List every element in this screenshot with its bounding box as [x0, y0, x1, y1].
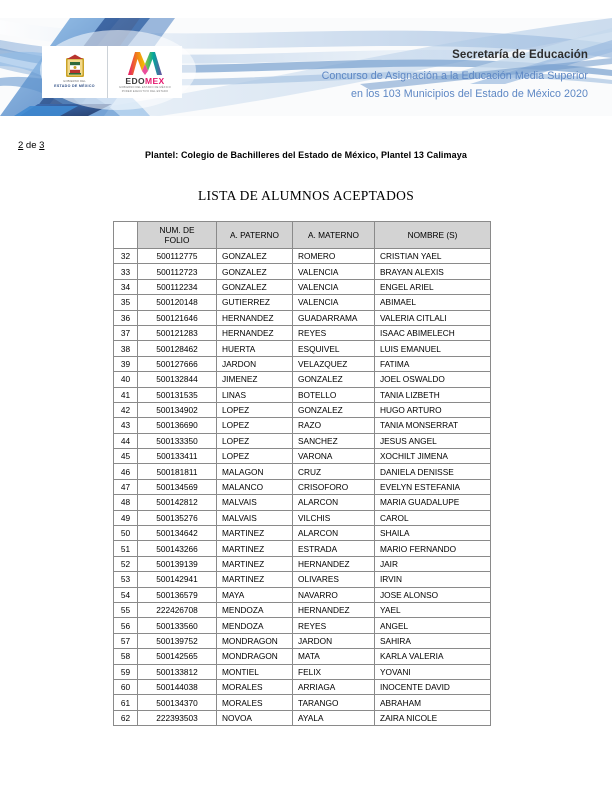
cell-paterno: MALVAIS	[217, 495, 293, 510]
cell-folio: 500112775	[138, 249, 217, 264]
gem-caption-top: GOBIERNO DEL	[63, 80, 86, 84]
table-row	[114, 310, 491, 325]
table-row	[114, 279, 491, 294]
cell-folio: 500133350	[138, 433, 217, 448]
cell-materno: CRISOFORO	[293, 479, 375, 494]
cell-index: 47	[114, 479, 138, 494]
table-row	[114, 510, 491, 525]
cell-materno: SANCHEZ	[293, 433, 375, 448]
cell-paterno: MALANCO	[217, 479, 293, 494]
cell-paterno: MARTINEZ	[217, 526, 293, 541]
cell-folio: 500112234	[138, 279, 217, 294]
table-row	[114, 479, 491, 494]
coat-of-arms-icon	[64, 54, 86, 79]
cell-paterno: LOPEZ	[217, 433, 293, 448]
cell-nombre: FATIMA	[375, 356, 491, 371]
cell-paterno: GONZALEZ	[217, 279, 293, 294]
cell-paterno: JARDON	[217, 356, 293, 371]
cell-nombre: ZAIRA NICOLE	[375, 710, 491, 725]
cell-nombre: HUGO ARTURO	[375, 402, 491, 417]
cell-paterno: HERNANDEZ	[217, 310, 293, 325]
cell-nombre: SHAILA	[375, 526, 491, 541]
cell-folio: 500134569	[138, 479, 217, 494]
cell-folio: 500143266	[138, 541, 217, 556]
cell-nombre: EVELYN ESTEFANIA	[375, 479, 491, 494]
table-body	[114, 249, 491, 726]
cell-nombre: VALERIA CITLALI	[375, 310, 491, 325]
cell-folio: 500121646	[138, 310, 217, 325]
cell-index: 37	[114, 325, 138, 340]
cell-folio: 500136690	[138, 418, 217, 433]
accepted-students-table	[113, 221, 491, 726]
table-head	[114, 222, 491, 249]
cell-paterno: LOPEZ	[217, 402, 293, 417]
cell-materno: AYALA	[293, 710, 375, 725]
cell-index: 35	[114, 295, 138, 310]
table-row	[114, 710, 491, 725]
cell-nombre: TANIA MONSERRAT	[375, 418, 491, 433]
cell-index: 57	[114, 633, 138, 648]
cell-materno: OLIVARES	[293, 572, 375, 587]
cell-nombre: MARIO FERNANDO	[375, 541, 491, 556]
cell-materno: RAZO	[293, 418, 375, 433]
cell-nombre: SAHIRA	[375, 633, 491, 648]
table-row	[114, 464, 491, 479]
column-header-folio-line1: NUM. DE	[159, 225, 195, 235]
cell-materno: ESTRADA	[293, 541, 375, 556]
students-table-wrapper	[113, 221, 491, 726]
cell-folio: 500127666	[138, 356, 217, 371]
table-row	[114, 402, 491, 417]
cell-index: 39	[114, 356, 138, 371]
table-row	[114, 264, 491, 279]
cell-nombre: DANIELA DENISSE	[375, 464, 491, 479]
table-row	[114, 325, 491, 340]
cell-materno: JARDON	[293, 633, 375, 648]
cell-folio: 500134902	[138, 402, 217, 417]
table-row	[114, 526, 491, 541]
cell-materno: ALARCON	[293, 526, 375, 541]
cell-materno: VILCHIS	[293, 510, 375, 525]
table-row	[114, 449, 491, 464]
cell-index: 36	[114, 310, 138, 325]
cell-paterno: MENDOZA	[217, 618, 293, 633]
cell-materno: VALENCIA	[293, 279, 375, 294]
cell-nombre: CAROL	[375, 510, 491, 525]
cell-folio: 500135276	[138, 510, 217, 525]
cell-paterno: GUTIERREZ	[217, 295, 293, 310]
cell-folio: 500128462	[138, 341, 217, 356]
cell-paterno: MARTINEZ	[217, 572, 293, 587]
cell-nombre: CRISTIAN YAEL	[375, 249, 491, 264]
table-row	[114, 418, 491, 433]
cell-paterno: LOPEZ	[217, 418, 293, 433]
edomex-logo	[108, 46, 182, 98]
edomex-sub-line2: PODER EJECUTIVO DEL ESTADO	[121, 89, 169, 93]
cell-materno: ALARCON	[293, 495, 375, 510]
page-number-total: 3	[39, 140, 45, 151]
cell-materno: TARANGO	[293, 695, 375, 710]
cell-index: 55	[114, 602, 138, 617]
cell-nombre: XOCHILT JIMENA	[375, 449, 491, 464]
cell-index: 32	[114, 249, 138, 264]
logo-panel	[42, 46, 182, 98]
table-row	[114, 495, 491, 510]
gem-caption	[54, 80, 95, 89]
concurso-line-1: Concurso de Asignación a la Educación Media Superior	[321, 70, 588, 82]
column-header-nombre: NOMBRE (S)	[375, 222, 491, 249]
cell-nombre: INOCENTE DAVID	[375, 679, 491, 694]
cell-paterno: GONZALEZ	[217, 264, 293, 279]
cell-paterno: MENDOZA	[217, 602, 293, 617]
secretaria-de-educacion-title: Secretaría de Educación	[452, 49, 588, 61]
cell-nombre: TANIA LIZBETH	[375, 387, 491, 402]
cell-index: 48	[114, 495, 138, 510]
cell-nombre: ANGEL	[375, 618, 491, 633]
table-row	[114, 587, 491, 602]
concurso-line-2: en los 103 Municipios del Estado de México 2020	[350, 88, 588, 100]
cell-materno: GONZALEZ	[293, 372, 375, 387]
cell-nombre: YOVANI	[375, 664, 491, 679]
cell-index: 46	[114, 464, 138, 479]
cell-folio: 500132844	[138, 372, 217, 387]
cell-materno: MATA	[293, 649, 375, 664]
cell-nombre: JOEL OSWALDO	[375, 372, 491, 387]
cell-nombre: JOSE ALONSO	[375, 587, 491, 602]
cell-folio: 500133411	[138, 449, 217, 464]
cell-paterno: GONZALEZ	[217, 249, 293, 264]
cell-folio: 500142565	[138, 649, 217, 664]
table-row	[114, 387, 491, 402]
cell-index: 42	[114, 402, 138, 417]
table-row	[114, 341, 491, 356]
cell-materno: HERNANDEZ	[293, 602, 375, 617]
cell-materno: VELAZQUEZ	[293, 356, 375, 371]
cell-materno: BOTELLO	[293, 387, 375, 402]
cell-folio: 222426708	[138, 602, 217, 617]
cell-paterno: HUERTA	[217, 341, 293, 356]
cell-paterno: LINAS	[217, 387, 293, 402]
table-row	[114, 633, 491, 648]
cell-paterno: MONDRAGON	[217, 649, 293, 664]
edomex-word-main: EDO	[125, 75, 145, 86]
table-row	[114, 664, 491, 679]
gobierno-estado-de-mexico-logo	[42, 46, 108, 98]
table-row	[114, 356, 491, 371]
cell-folio: 500139752	[138, 633, 217, 648]
cell-index: 59	[114, 664, 138, 679]
cell-paterno: HERNANDEZ	[217, 325, 293, 340]
cell-index: 43	[114, 418, 138, 433]
cell-folio: 500144038	[138, 679, 217, 694]
cell-paterno: MORALES	[217, 695, 293, 710]
cell-index: 56	[114, 618, 138, 633]
cell-nombre: ABRAHAM	[375, 695, 491, 710]
cell-index: 52	[114, 556, 138, 571]
cell-folio: 500181811	[138, 464, 217, 479]
gem-caption-main: ESTADO DE MÉXICO	[54, 84, 95, 89]
table-row	[114, 249, 491, 264]
cell-materno: VARONA	[293, 449, 375, 464]
cell-materno: NAVARRO	[293, 587, 375, 602]
cell-folio: 500142812	[138, 495, 217, 510]
cell-paterno: LOPEZ	[217, 449, 293, 464]
cell-paterno: NOVOA	[217, 710, 293, 725]
cell-paterno: MARTINEZ	[217, 541, 293, 556]
cell-nombre: JESUS ANGEL	[375, 433, 491, 448]
banner-title-block	[322, 48, 588, 103]
cell-folio: 500136579	[138, 587, 217, 602]
cell-index: 54	[114, 587, 138, 602]
cell-index: 50	[114, 526, 138, 541]
table-row	[114, 541, 491, 556]
column-header-index	[114, 222, 138, 249]
cell-index: 51	[114, 541, 138, 556]
edomex-sub-line1: GOBIERNO DEL ESTADO DE MÉXICO	[119, 85, 171, 89]
cell-folio: 500112723	[138, 264, 217, 279]
page-number-current: 2	[18, 140, 24, 151]
cell-folio: 500131535	[138, 387, 217, 402]
cell-paterno: MONDRAGON	[217, 633, 293, 648]
table-row	[114, 649, 491, 664]
cell-folio: 500139139	[138, 556, 217, 571]
cell-nombre: YAEL	[375, 602, 491, 617]
cell-paterno: MONTIEL	[217, 664, 293, 679]
cell-materno: VALENCIA	[293, 264, 375, 279]
edomex-wordmark	[125, 76, 164, 86]
cell-materno: VALENCIA	[293, 295, 375, 310]
cell-folio: 500133560	[138, 618, 217, 633]
cell-index: 34	[114, 279, 138, 294]
cell-folio: 500142941	[138, 572, 217, 587]
cell-index: 38	[114, 341, 138, 356]
header-banner	[0, 18, 612, 116]
plantel-heading: Plantel: Colegio de Bachilleres del Estado de México, Plantel 13 Calimaya	[145, 150, 467, 160]
table-row	[114, 295, 491, 310]
cell-index: 44	[114, 433, 138, 448]
cell-index: 62	[114, 710, 138, 725]
cell-nombre: ISAAC ABIMELECH	[375, 325, 491, 340]
cell-nombre: KARLA VALERIA	[375, 649, 491, 664]
cell-index: 61	[114, 695, 138, 710]
cell-nombre: BRAYAN ALEXIS	[375, 264, 491, 279]
cell-nombre: ENGEL ARIEL	[375, 279, 491, 294]
cell-materno: ROMERO	[293, 249, 375, 264]
cell-paterno: JIMENEZ	[217, 372, 293, 387]
column-header-folio-line2: FOLIO	[164, 235, 190, 245]
table-row	[114, 679, 491, 694]
edomex-word-accent: MEX	[145, 75, 165, 86]
cell-index: 33	[114, 264, 138, 279]
cell-nombre: MARIA GUADALUPE	[375, 495, 491, 510]
cell-folio: 500134370	[138, 695, 217, 710]
cell-index: 45	[114, 449, 138, 464]
table-row	[114, 602, 491, 617]
cell-index: 53	[114, 572, 138, 587]
page-title: LISTA DE ALUMNOS ACEPTADOS	[197, 188, 415, 203]
cell-folio: 500120148	[138, 295, 217, 310]
page-number-separator: de	[23, 140, 40, 151]
cell-index: 49	[114, 510, 138, 525]
cell-index: 41	[114, 387, 138, 402]
cell-folio: 500121283	[138, 325, 217, 340]
cell-paterno: MARTINEZ	[217, 556, 293, 571]
table-header-row	[114, 222, 491, 249]
cell-nombre: IRVIN	[375, 572, 491, 587]
table-row	[114, 618, 491, 633]
cell-folio: 500133812	[138, 664, 217, 679]
table-row	[114, 556, 491, 571]
cell-index: 58	[114, 649, 138, 664]
cell-materno: GONZALEZ	[293, 402, 375, 417]
edomex-subtitle	[119, 86, 171, 94]
cell-index: 60	[114, 679, 138, 694]
column-header-apellido-paterno: A. PATERNO	[217, 222, 293, 249]
table-row	[114, 372, 491, 387]
edomex-m-icon	[127, 51, 163, 75]
column-header-folio	[138, 222, 217, 249]
cell-materno: FELIX	[293, 664, 375, 679]
cell-materno: REYES	[293, 325, 375, 340]
cell-folio: 500134642	[138, 526, 217, 541]
column-header-apellido-materno: A. MATERNO	[293, 222, 375, 249]
cell-materno: CRUZ	[293, 464, 375, 479]
table-row	[114, 433, 491, 448]
cell-folio: 222393503	[138, 710, 217, 725]
table-row	[114, 695, 491, 710]
cell-materno: REYES	[293, 618, 375, 633]
cell-paterno: MALVAIS	[217, 510, 293, 525]
cell-nombre: LUIS EMANUEL	[375, 341, 491, 356]
cell-nombre: JAIR	[375, 556, 491, 571]
cell-materno: ARRIAGA	[293, 679, 375, 694]
cell-paterno: MAYA	[217, 587, 293, 602]
cell-materno: GUADARRAMA	[293, 310, 375, 325]
cell-paterno: MALAGON	[217, 464, 293, 479]
table-row	[114, 572, 491, 587]
cell-nombre: ABIMAEL	[375, 295, 491, 310]
cell-paterno: MORALES	[217, 679, 293, 694]
cell-index: 40	[114, 372, 138, 387]
cell-materno: ESQUIVEL	[293, 341, 375, 356]
cell-materno: HERNANDEZ	[293, 556, 375, 571]
